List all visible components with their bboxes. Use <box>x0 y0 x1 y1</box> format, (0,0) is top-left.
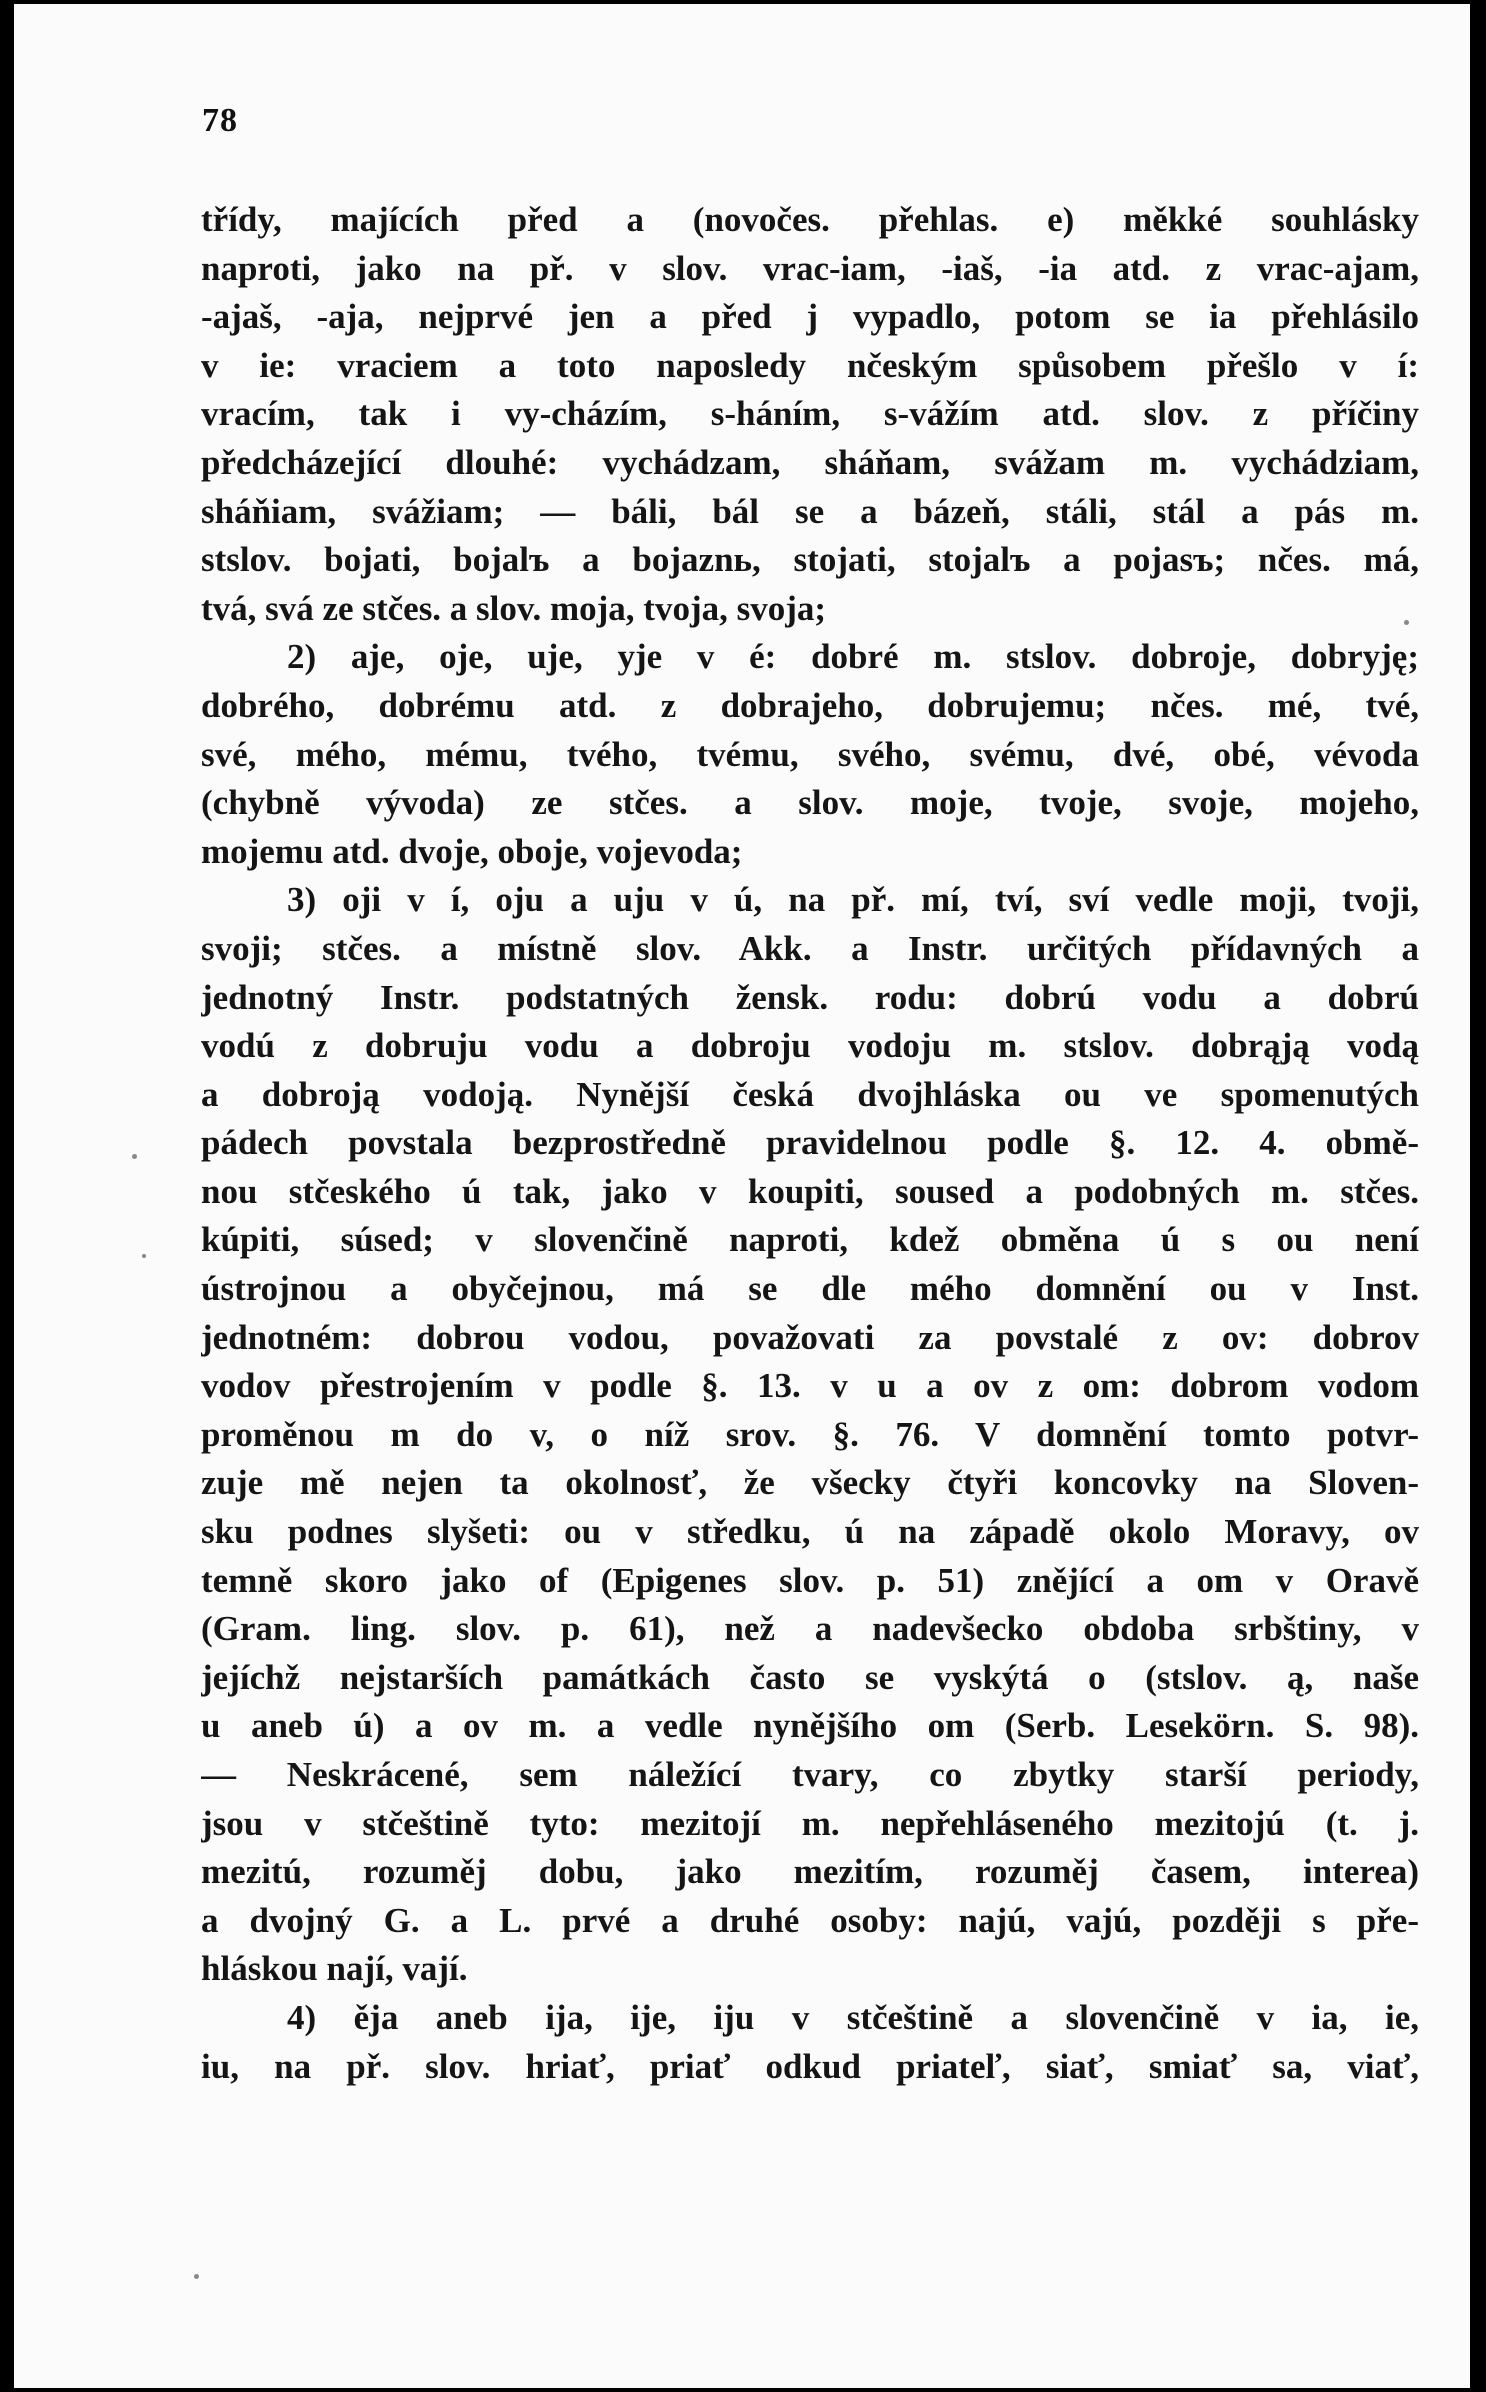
text-line: mezitú, rozuměj dobu, jako mezitím, rozuměj časem, interea) <box>201 1852 1419 1892</box>
text-line: (chybně vývoda) ze stčes. a slov. moje, tvoje, svoje, mojeho, <box>201 783 1419 823</box>
text-line: proměnou m do v, o níž srov. §. 76. V domnění tomto potvr- <box>201 1414 1419 1454</box>
paper-speck <box>1404 620 1409 625</box>
text-line: kúpiti, súsed; v slovenčině naproti, kdež obměna ú s ou není <box>201 1220 1419 1260</box>
text-line: pádech povstala bezprostředně pravidelnou podle §. 12. 4. obmě- <box>201 1123 1419 1163</box>
text-line: 4) ěja aneb ija, ije, iju v stčeštině a slovenčině v ia, ie, <box>287 1997 1419 2037</box>
text-line: jednotný Instr. podstatných žensk. rodu: dobrú vodu a dobrú <box>201 977 1419 1017</box>
text-line: a dobroją vodoją. Nynější česká dvojhláska ou ve spomenutých <box>201 1074 1419 1114</box>
paper-speck <box>142 1254 146 1258</box>
text-line: zuje mě nejen ta okolnosť, že všecky čtyři koncovky na Sloven- <box>201 1463 1419 1503</box>
book-page <box>14 4 1470 2388</box>
text-line: mojemu atd. dvoje, oboje, vojevoda; <box>201 831 743 871</box>
text-line: nou stčeského ú tak, jako v koupiti, soused a podobných m. stčes. <box>201 1171 1419 1211</box>
page-number: 78 <box>202 102 238 139</box>
text-line: stslov. bojati, bojalъ a bojaznь, stojati, stojalъ a pojasъ; nčes. má, <box>201 540 1419 580</box>
text-line: temně skoro jako of (Epigenes slov. p. 51) znějící a om v Oravě <box>201 1560 1419 1600</box>
text-line: 3) oji v í, oju a uju v ú, na př. mí, tví, sví vedle moji, tvoji, <box>287 880 1419 920</box>
text-line: a dvojný G. a L. prvé a druhé osoby: najú, vajú, později s pře- <box>201 1900 1419 1940</box>
text-line: ústrojnou a obyčejnou, má se dle mého domnění ou v Inst. <box>201 1269 1419 1309</box>
text-line: předcházející dlouhé: vychádzam, sháňam, svážam m. vychádziam, <box>201 442 1419 482</box>
paper-speck <box>194 2274 199 2279</box>
text-line: jednotném: dobrou vodou, považovati za povstalé z ov: dobrov <box>201 1317 1419 1357</box>
text-line: hláskou nají, vají. <box>201 1949 468 1989</box>
text-line: vodov přestrojením v podle §. 13. v u a ov z om: dobrom vodom <box>201 1366 1419 1406</box>
text-line: vodú z dobruju vodu a dobroju vodoju m. stslov. dobrąją vodą <box>201 1026 1419 1066</box>
text-line: své, mého, mému, tvého, tvému, svého, svému, dvé, obé, vévoda <box>201 734 1419 774</box>
text-line: v ie: vraciem a toto naposledy nčeským spůsobem přešlo v í: <box>201 345 1419 385</box>
paper-speck <box>132 1154 137 1159</box>
text-line: dobrého, dobrému atd. z dobrajeho, dobrujemu; nčes. mé, tvé, <box>201 685 1419 725</box>
text-line: sháňiam, svážiam; — báli, bál se a bázeň, stáli, stál a pás m. <box>201 491 1419 531</box>
text-line: u aneb ú) a ov m. a vedle nynějšího om (Serb. Lesekörn. S. 98). <box>201 1706 1419 1746</box>
text-line: 2) aje, oje, uje, yje v é: dobré m. stslov. dobroje, dobryję; <box>287 637 1419 677</box>
text-line: tvá, svá ze stčes. a slov. moja, tvoja, svoja; <box>201 588 827 628</box>
text-line: naproti, jako na př. v slov. vrac-iam, -iaš, -ia atd. z vrac-ajam, <box>201 248 1419 288</box>
text-line: sku podnes slyšeti: ou v středku, ú na západě okolo Moravy, ov <box>201 1512 1419 1552</box>
text-line: iu, na př. slov. hriať, priať odkud priateľ, siať, smiať sa, viať, <box>201 2046 1419 2086</box>
text-line: — Neskrácené, sem náležící tvary, co zbytky starší periody, <box>201 1755 1419 1794</box>
text-line: svoji; stčes. a místně slov. Akk. a Instr. určitých přídavných a <box>201 928 1419 968</box>
page-text <box>201 196 1419 2091</box>
text-line: vracím, tak i vy-cházím, s-háním, s-vážím atd. slov. z příčiny <box>201 394 1419 434</box>
text-line: (Gram. ling. slov. p. 61), než a nadevšecko obdoba srbštiny, v <box>201 1609 1419 1649</box>
text-line: třídy, majících před a (novočes. přehlas. e) měkké souhlásky <box>201 200 1419 239</box>
text-line: -ajaš, -aja, nejprvé jen a před j vypadlo, potom se ia přehlásilo <box>201 297 1419 337</box>
text-line: jejíchž nejstarších památkách často se vyskýtá o (stslov. ą, naše <box>201 1657 1419 1697</box>
text-line: jsou v stčeštině tyto: mezitojí m. nepřehláseného mezitojú (t. j. <box>201 1803 1419 1843</box>
